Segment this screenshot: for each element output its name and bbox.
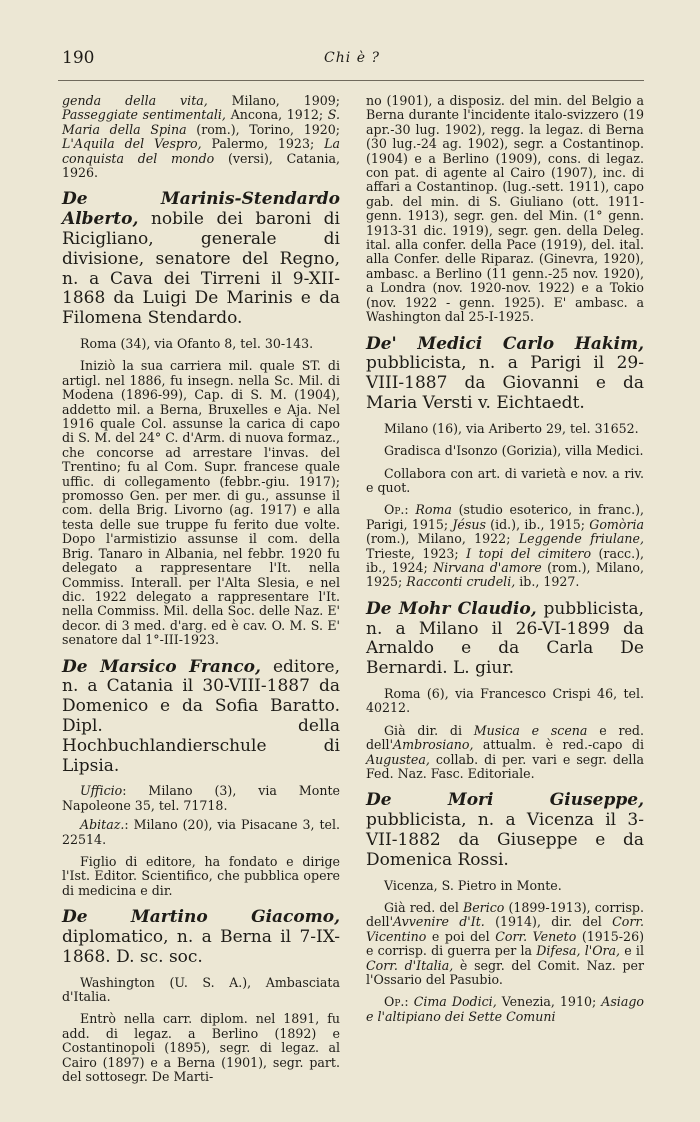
entry-address: Roma (6), via Francesco Crispi 46, tel. 40212.	[366, 685, 644, 716]
entry-heading	[62, 908, 340, 967]
entry-career: Già dir. di Musica e scena e red. dell'Ambrosiano, attualm. è red.-capo di Augustea, collab. di per. vari e segr. della Fed. Naz. Fasc. Editoriale.	[366, 722, 644, 781]
entry-heading-text: diplomatico, n. a Berna il 7-IX-1868. D. sc. soc.	[62, 926, 340, 967]
entry-heading	[366, 335, 644, 414]
entry-name: De' Medici Carlo Hakim,	[366, 333, 644, 354]
left-column	[62, 94, 340, 1092]
entry-heading	[62, 190, 340, 329]
entry-name: De Mohr Claudio,	[366, 598, 537, 619]
entry-de-medici	[366, 335, 644, 590]
page-header	[62, 48, 642, 74]
entry-address: Roma (34), via Ofanto 8, tel. 30-143.	[80, 336, 314, 352]
entry-heading	[62, 658, 340, 777]
entry-de-mohr	[366, 600, 644, 782]
entry-heading-text: pubblicista, n. a Parigi il 29-VIII-1887 da Giovanni e da Maria Versti v. Eichtaedt.	[366, 353, 644, 413]
entry-heading-text: pubblicista, n. a Vicenza il 3-VII-1882 da Giuseppe e da Domenica Rossi.	[366, 810, 644, 870]
entry-heading-text: editore, n. a Catania il 30-VIII-1887 da Domenico e da Sofia Baratto. Dipl. della Hochbuchlandierschule di Lipsia.	[62, 656, 340, 776]
entry-name: De Marinis-Stendardo Alberto,	[62, 189, 340, 230]
entry-career: Collabora con art. di varietà e nov. a riv. e quot.	[366, 465, 644, 495]
entry-career: Entrò nella carr. diplom. nel 1891, fu add. di legaz. a Berlino (1892) e Costantinopoli (1895), segr. di legaz. al Cairo (1897) e a Berna (1901), segr. part. del sottosegr. De Marti-	[62, 1011, 340, 1084]
page-number: 190	[62, 48, 95, 68]
entry-home-address: Abitaz.: Milano (20), via Pisacane 3, tel. 22514.	[62, 817, 340, 847]
entry-heading	[366, 791, 644, 870]
entry-career: Iniziò la sua carriera mil. quale ST. di artigl. nel 1886, fu insegn. nella Sc. Mil. di Modena (1896-99), Cap. di S. M. (1904), addetto mil. a Berna, Bruxelles e Aja. Nel 1916 quale Col. assunse la carica di capo di S. M. del 24° C. d'Arm. di nuova formaz., che concorse ad arrestare l'invas. del Trentino; fu al Com. Supr. francese quale uffic. di collegamento (febbr.-giu. 1917); promosso Gen. per mer. di gu., assunse il com. della Brig. Livorno (ag. 1917) e alla testa delle sue truppe fu ferito due volte. Dopo l'armistizio assunse il com. della Brig. Tanaro in Albania, nel febbr. 1920 fu delegato a rappresentare l'It. nella Commiss. Interall. per l'Alta Slesia, e nel dic. 1922 delegato a rappresentare l'It. nella Commiss. Mil. della Soc. delle Naz. E' decor. di 3 med. d'arg. ed è cav. O. M. S. E' senatore dal 1°-III-1923.	[62, 358, 340, 648]
entry-de-martino	[62, 908, 340, 1084]
entry-de-mori	[366, 791, 644, 1024]
entry-heading	[366, 600, 644, 679]
running-title: Chi è ?	[324, 50, 380, 66]
entry-office-address: Ufficio: Milano (3), via Monte Napoleone 35, tel. 71718.	[62, 783, 340, 813]
entry-de-marinis	[62, 190, 340, 647]
entry-address: Washington (U. S. A.), Ambasciata d'Italia.	[62, 974, 340, 1004]
right-column	[366, 94, 644, 1032]
entry-works: Op.: Cima Dodici, Venezia, 1910; Asiago e l'altipiano dei Sette Comuni	[366, 994, 644, 1024]
entry-address: Milano (16), via Ariberto 29, tel. 31652.	[384, 420, 639, 436]
entry-career: Figlio di editore, ha fondato e dirige l'Ist. Editor. Scientifico, che pubblica opere di medicina e dir.	[62, 853, 340, 898]
entry-heading-text: pubblicista, n. a Milano il 26-VI-1899 da Arnaldo e da Carla De Bernardi. L. giur.	[366, 598, 644, 679]
entry-de-marsico	[62, 658, 340, 899]
continued-entry-text: no (1901), a disposiz. del min. del Belgio a Berna durante l'incidente italo-svizzero (19 apr.-30 lug. 1902), regg. la legaz. di Berna (30 lug.-24 ag. 1902), segr. a Costantinop. (1904) e a Berlino (1909), cons. di legaz. con pat. di agente al Cairo (1907), inc. di affari a Costantinop. (lug.-sett. 1911), capo gab. del min. di S. Giuliano (ott. 1911-genn. 1913), segr. gen. del Min. (1° genn. 1913-31 dic. 1919), segr. gen. della Deleg. ital. alla confer. della Pace (1919), del. ital. alla Confer. delle Riparaz. (Ginevra, 1920), ambasc. a Berlino (11 genn.-25 nov. 1920), a Londra (nov. 1920-nov. 1922) e a Tokio (nov. 1922 - genn. 1925). E' ambasc. a Washington dal 25-I-1925.	[366, 93, 644, 325]
entry-name: De Marsico Franco,	[62, 656, 261, 677]
entry-works: Op.: Roma (studio esoterico, in franc.), Parigi, 1915; Jésus (id.), ib., 1915; Gomòria (rom.), Milano, 1922; Leggende friulane, Trieste, 1923; I topi del cimitero (racc.), ib., 1924; Nirvana d'amore (rom.), Milano, 1925; Racconti crudeli, ib., 1927.	[366, 502, 645, 590]
entry-address: Vicenza, S. Pietro in Monte.	[384, 877, 562, 893]
entry-address-secondary: Gradisca d'Isonzo (Gorizia), villa Medici.	[384, 443, 644, 459]
entry-career: Già red. del Berico (1899-1913), corrisp. dell'Avvenire d'It. (1914), dir. del Corr. Vicentino e poi del Corr. Veneto (1915-26) e corrisp. di guerra per la Difesa, l'Ora, e il Corr. d'Italia, è segr. del Comit. Naz. per l'Ossario del Pasubio.	[366, 899, 644, 987]
entry-heading-text: nobile dei baroni di Ricigliano, generale di divisione, senatore del Regno, n. a Cava dei Tirreni il 9-XII-1868 da Luigi De Marinis e da Filomena Stendardo.	[62, 209, 340, 329]
entry-name: De Martino Giacomo,	[62, 907, 340, 928]
header-rule	[58, 80, 644, 81]
entry-name: De Mori Giuseppe,	[366, 790, 644, 811]
continued-entry-text: genda della vita, Milano, 1909; Passeggiate sentimentali, Ancona, 1912; S. Maria della Spina (rom.), Torino, 1920; L'Aquila del Vespro, Palermo, 1923; La conquista del mondo (versi), Catania, 1926.	[62, 93, 340, 181]
